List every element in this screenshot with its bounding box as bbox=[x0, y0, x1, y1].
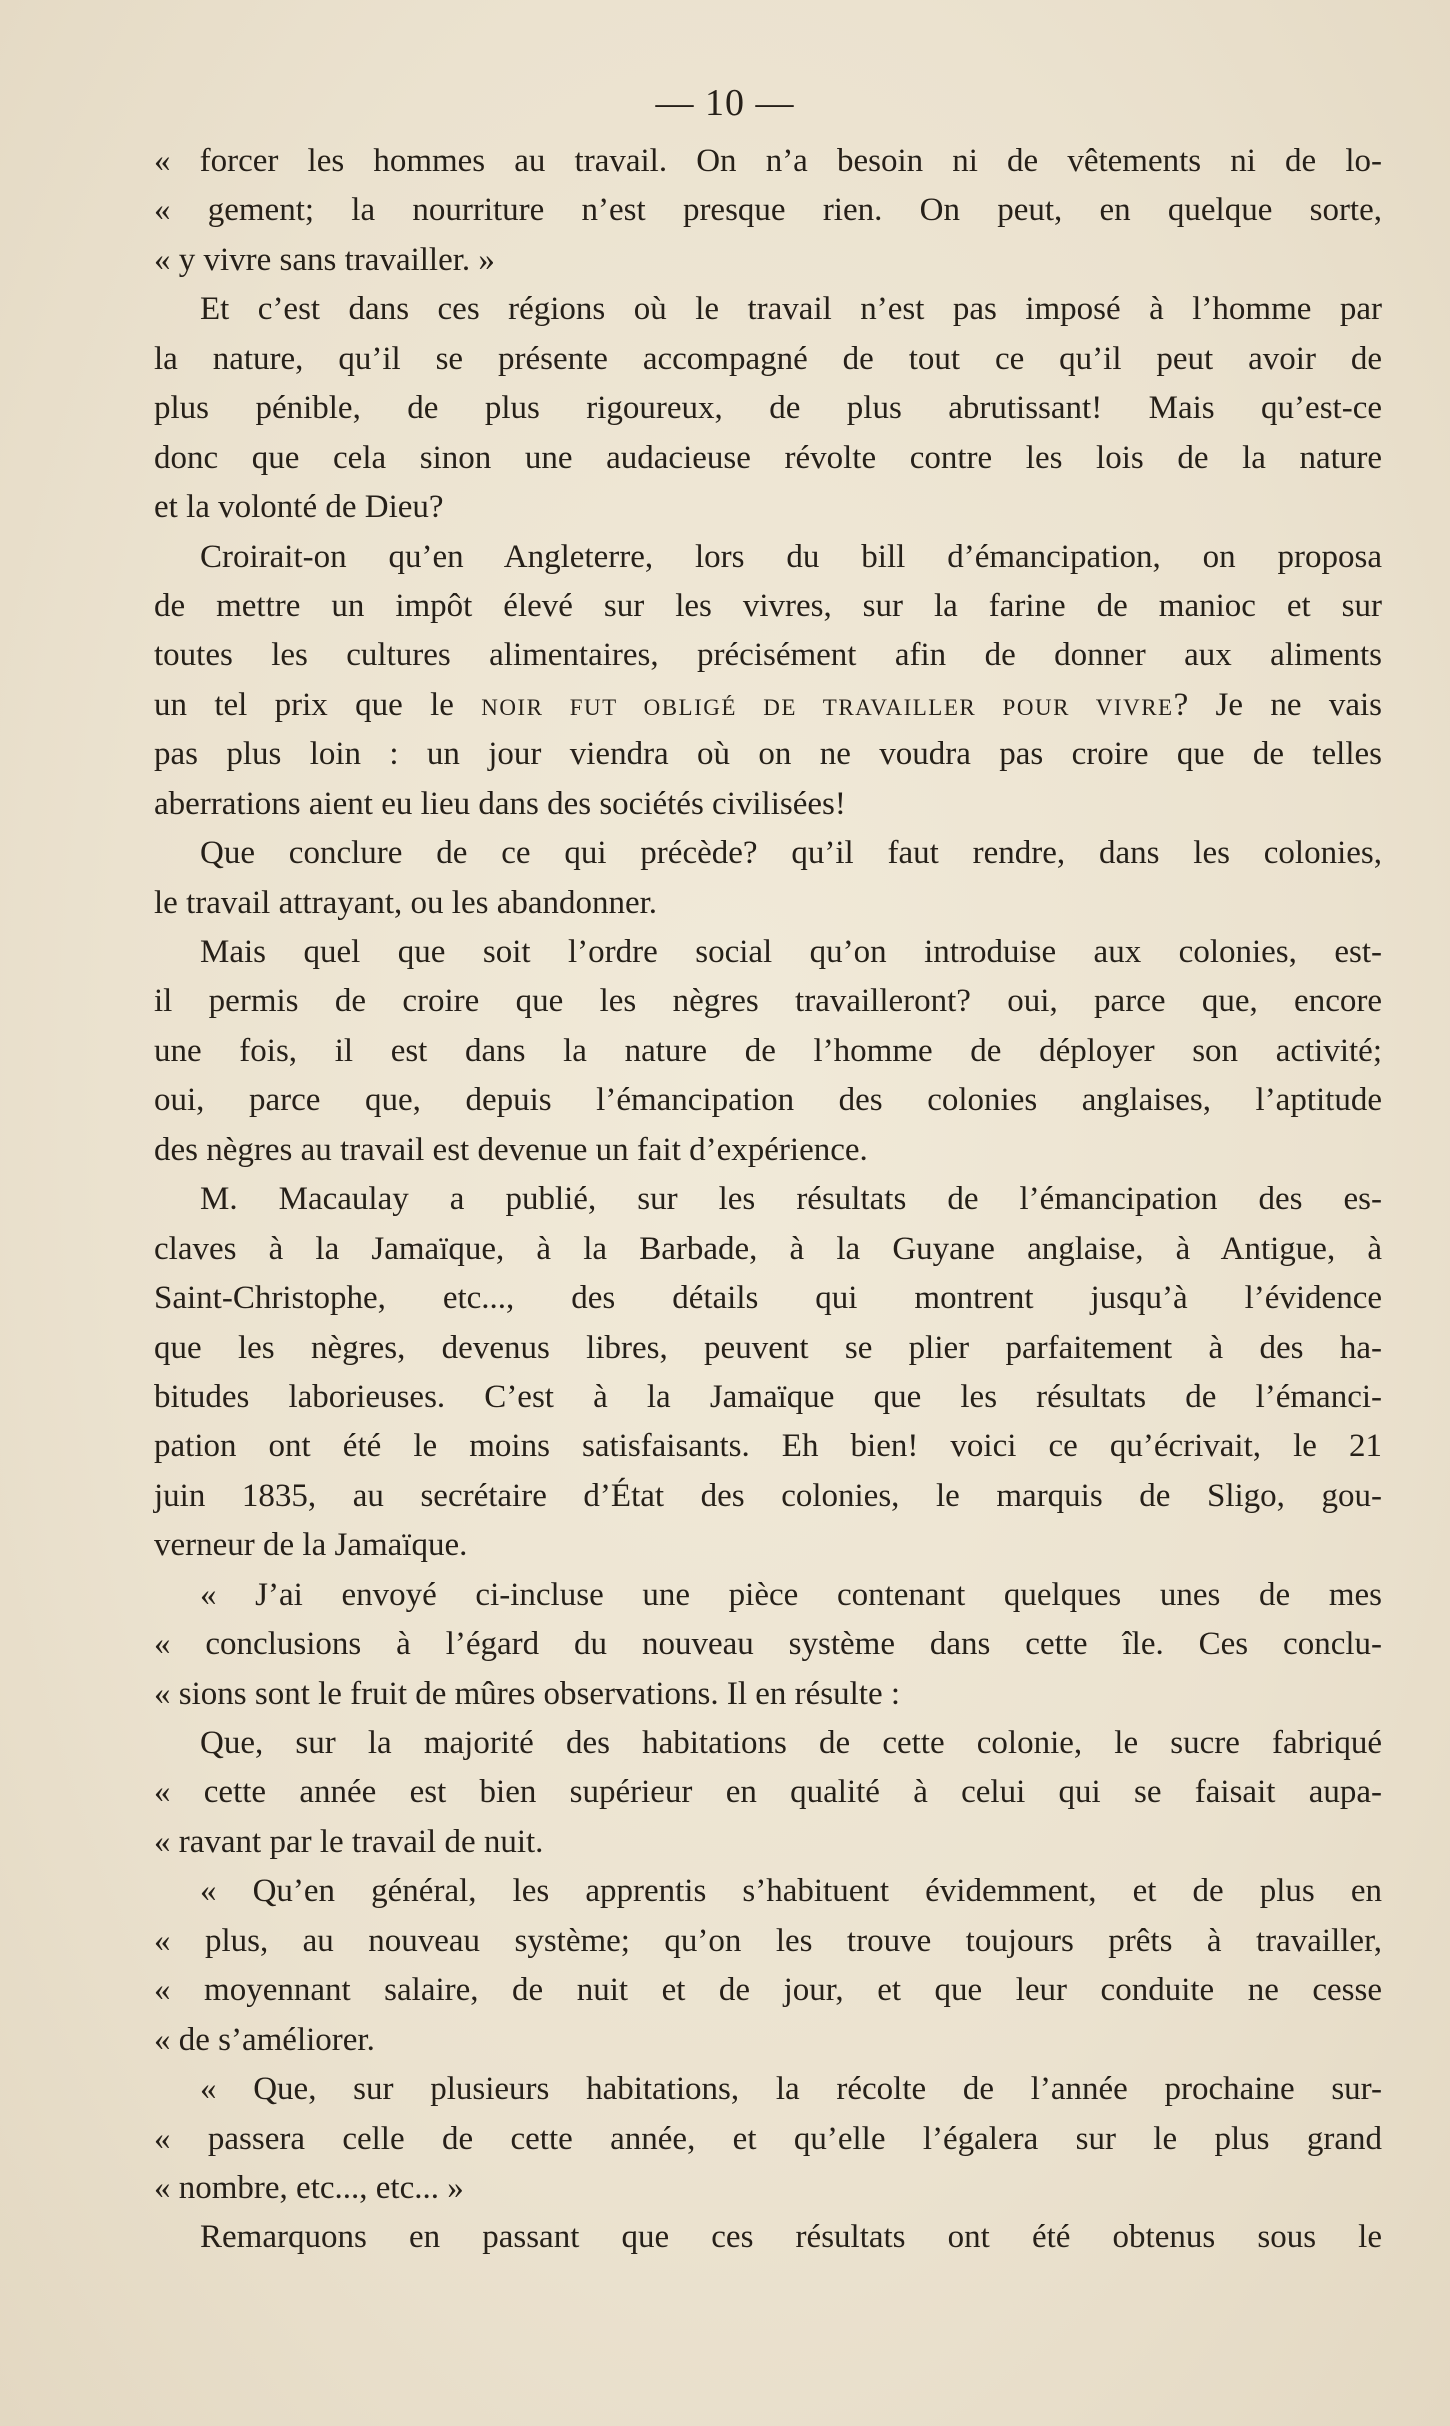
text-line: donc que cela sinon une audacieuse révolte contre les lois de la nature bbox=[154, 439, 1382, 476]
text-line: une fois, il est dans la nature de l’homme de déployer son activité; bbox=[154, 1032, 1382, 1069]
text-line: Que conclure de ce qui précède? qu’il faut rendre, dans les colonies, bbox=[200, 835, 1382, 872]
text-line: des nègres au travail est devenue un fait d’expérience. bbox=[154, 1131, 868, 1168]
text-line: pas plus loin : un jour viendra où on ne voudra pas croire que de telles bbox=[154, 736, 1382, 773]
text-line: « plus, au nouveau système; qu’on les trouve toujours prêts à travailler, bbox=[154, 1922, 1382, 1959]
text-line: « y vivre sans travailler. » bbox=[154, 241, 495, 278]
text-line: « cette année est bien supérieur en qualité à celui qui se faisait aupa- bbox=[154, 1774, 1382, 1811]
text-line: Remarquons en passant que ces résultats ont été obtenus sous le bbox=[200, 2219, 1382, 2256]
text-line: « gement; la nourriture n’est presque rien. On peut, en quelque sorte, bbox=[154, 192, 1382, 229]
text-line: pation ont été le moins satisfaisants. Eh bien! voici ce qu’écrivait, le 21 bbox=[154, 1428, 1382, 1465]
text-line: Que, sur la majorité des habitations de cette colonie, le sucre fabriqué bbox=[200, 1725, 1382, 1761]
text-line bbox=[154, 681, 1382, 730]
text-line: verneur de la Jamaïque. bbox=[154, 1527, 468, 1564]
text-line: Et c’est dans ces régions où le travail n’est pas imposé à l’homme par bbox=[200, 291, 1382, 328]
text-line: la nature, qu’il se présente accompagné de tout ce qu’il peut avoir de bbox=[154, 340, 1382, 377]
text-line: aberrations aient eu lieu dans des sociétés civilisées! bbox=[154, 785, 846, 822]
text-line: bitudes laborieuses. C’est à la Jamaïque que les résultats de l’émanci- bbox=[154, 1378, 1382, 1415]
text-line: « Qu’en général, les apprentis s’habituent évidemment, et de plus en bbox=[200, 1873, 1382, 1910]
text-line: et la volonté de Dieu? bbox=[154, 489, 444, 526]
text-line: « nombre, etc..., etc... » bbox=[154, 2169, 464, 2206]
text-line: toutes les cultures alimentaires, précisément afin de donner aux aliments bbox=[154, 637, 1382, 674]
text-line: Mais quel que soit l’ordre social qu’on introduise aux colonies, est- bbox=[200, 934, 1382, 970]
text-line: juin 1835, au secrétaire d’État des colonies, le marquis de Sligo, gou- bbox=[154, 1477, 1382, 1514]
text-segment: ? Je ne vais bbox=[1173, 686, 1382, 723]
text-line: « moyennant salaire, de nuit et de jour, et que leur conduite ne cesse bbox=[154, 1972, 1382, 2009]
text-line: « conclusions à l’égard du nouveau système dans cette île. Ces conclu- bbox=[154, 1626, 1382, 1663]
text-line: Croirait-on qu’en Angleterre, lors du bill d’émancipation, on proposa bbox=[200, 538, 1382, 575]
text-line: le travail attrayant, ou les abandonner. bbox=[154, 884, 658, 921]
text-line: « Que, sur plusieurs habitations, la récolte de l’année prochaine sur- bbox=[200, 2071, 1382, 2108]
text-line: oui, parce que, depuis l’émancipation des colonies anglaises, l’aptitude bbox=[154, 1082, 1382, 1119]
text-line: il permis de croire que les nègres travailleront? oui, parce que, encore bbox=[154, 983, 1382, 1020]
text-line: « de s’améliorer. bbox=[154, 2021, 375, 2058]
small-caps-phrase: NOIR FUT OBLIGÉ DE TRAVAILLER POUR VIVRE bbox=[481, 694, 1174, 720]
text-line: claves à la Jamaïque, à la Barbade, à la Guyane anglaise, à Antigue, à bbox=[154, 1230, 1382, 1267]
text-line: que les nègres, devenus libres, peuvent se plier parfaitement à des ha- bbox=[154, 1329, 1382, 1366]
text-line: M. Macaulay a publié, sur les résultats de l’émancipation des es- bbox=[200, 1181, 1382, 1218]
text-line: « sions sont le fruit de mûres observations. Il en résulte : bbox=[154, 1675, 901, 1712]
page-number: — 10 — bbox=[655, 82, 795, 124]
text-line: « ravant par le travail de nuit. bbox=[154, 1823, 544, 1860]
body-text bbox=[154, 137, 1382, 2263]
text-line: plus pénible, de plus rigoureux, de plus abrutissant! Mais qu’est-ce bbox=[154, 390, 1382, 427]
text-line: « J’ai envoyé ci-incluse une pièce contenant quelques unes de mes bbox=[200, 1576, 1382, 1613]
text-line: « passera celle de cette année, et qu’elle l’égalera sur le plus grand bbox=[154, 2120, 1382, 2157]
text-line: « forcer les hommes au travail. On n’a besoin ni de vêtements ni de lo- bbox=[154, 143, 1382, 179]
text-line: Saint-Christophe, etc..., des détails qui montrent jusqu’à l’évidence bbox=[154, 1280, 1382, 1317]
text-segment: un tel prix que le bbox=[154, 686, 482, 723]
text-line: de mettre un impôt élevé sur les vivres, sur la farine de manioc et sur bbox=[154, 587, 1382, 624]
